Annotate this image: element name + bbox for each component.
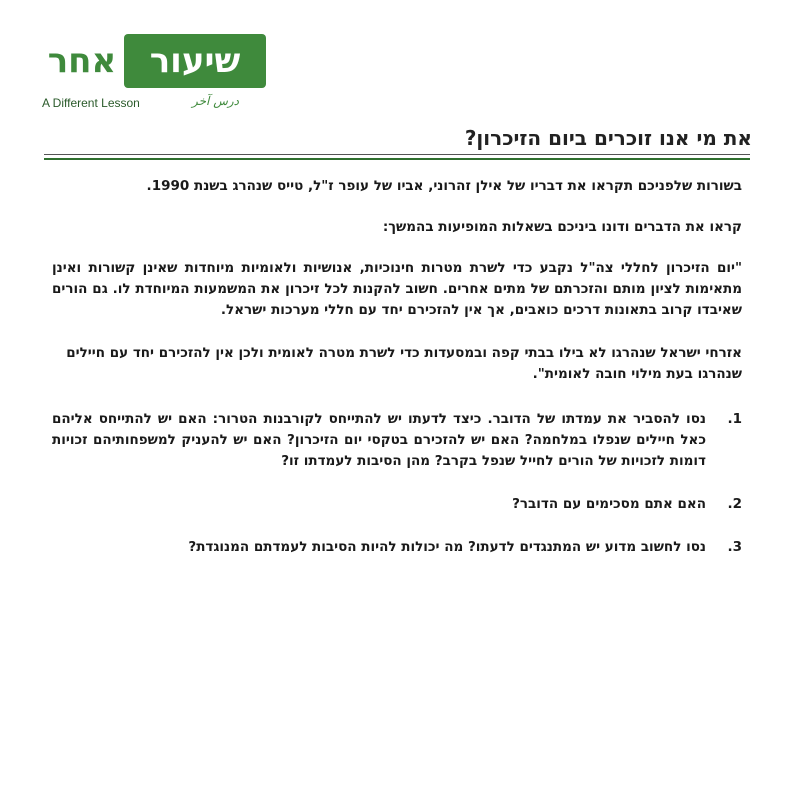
logo-english-tagline: A Different Lesson: [42, 96, 140, 110]
instruction-paragraph: קראו את הדברים ודונו ביניכם בשאלות המופיעות בהמשך:: [382, 219, 742, 235]
intro-paragraph: בשורות שלפניכם תקראו את דבריו של אילן זהרוני, אביו של עופר ז"ל, טייס שנהרג בשנת 1990.: [146, 178, 742, 194]
question-text: האם אתם מסכימים עם הדובר?: [512, 496, 706, 512]
logo-hebrew-tagline: درس آخر: [192, 94, 239, 108]
logo-word-left: אחר: [47, 41, 117, 81]
questions-list: [52, 409, 742, 558]
logo-word-right: שיעור: [124, 34, 266, 88]
question-item: [52, 409, 742, 472]
question-text: נסו להסביר את עמדתו של הדובר. כיצד לדעתו יש להתייחס לקורבנות הטרור: האם יש להתייחס אליהם כאל חיילים שנפלו במלחמה? האם יש להזכירם בטקסי יום הזיכרון? האם יש להעניק למשפחותיהם זכויות דומות לזכויות של הורים לחייל שנפל בקרב? מהן הסיבות לעמדתו זו?: [52, 411, 706, 469]
question-item: [52, 494, 742, 515]
question-number: 2.: [727, 496, 742, 512]
question-number: 3.: [727, 539, 742, 555]
logo: [40, 34, 241, 114]
title-divider-accent: [44, 158, 750, 160]
quote-paragraph: "יום הזיכרון לחללי צה"ל נקבע כדי לשרת מטרות חינוכיות, אנושיות ולאומיות מיוחדות שאינן קשורות ואינן מתאימות לציון מותם והזכרתם של מתים אחרים. חשוב להקנות לכל זיכרון את המשמעות המיוחדת לו. גם הורים שאיבדו קרוב בתאונות דרכים כואבים, אך אין להזכירם יחד עם חללי מערכות ישראל.: [52, 260, 742, 318]
title-divider: [44, 154, 750, 155]
second-quote-paragraph: אזרחי ישראל שנהרגו לא בילו בבתי קפה ובמסעדות כדי לשרת מטרה לאומית ולכן אין להזכירם יחד עם חיילים שנהרגו בעת מילוי חובה לאומית".: [66, 345, 742, 382]
document-body: [52, 176, 742, 580]
page-title: את מי אנו זוכרים ביום הזיכרון?: [464, 126, 752, 150]
question-text: נסו לחשוב מדוע יש המתנגדים לדעתו? מה יכולות להיות הסיבות לעמדתם המנוגדת?: [188, 539, 706, 555]
question-number: 1.: [727, 411, 742, 427]
question-item: [52, 537, 742, 558]
